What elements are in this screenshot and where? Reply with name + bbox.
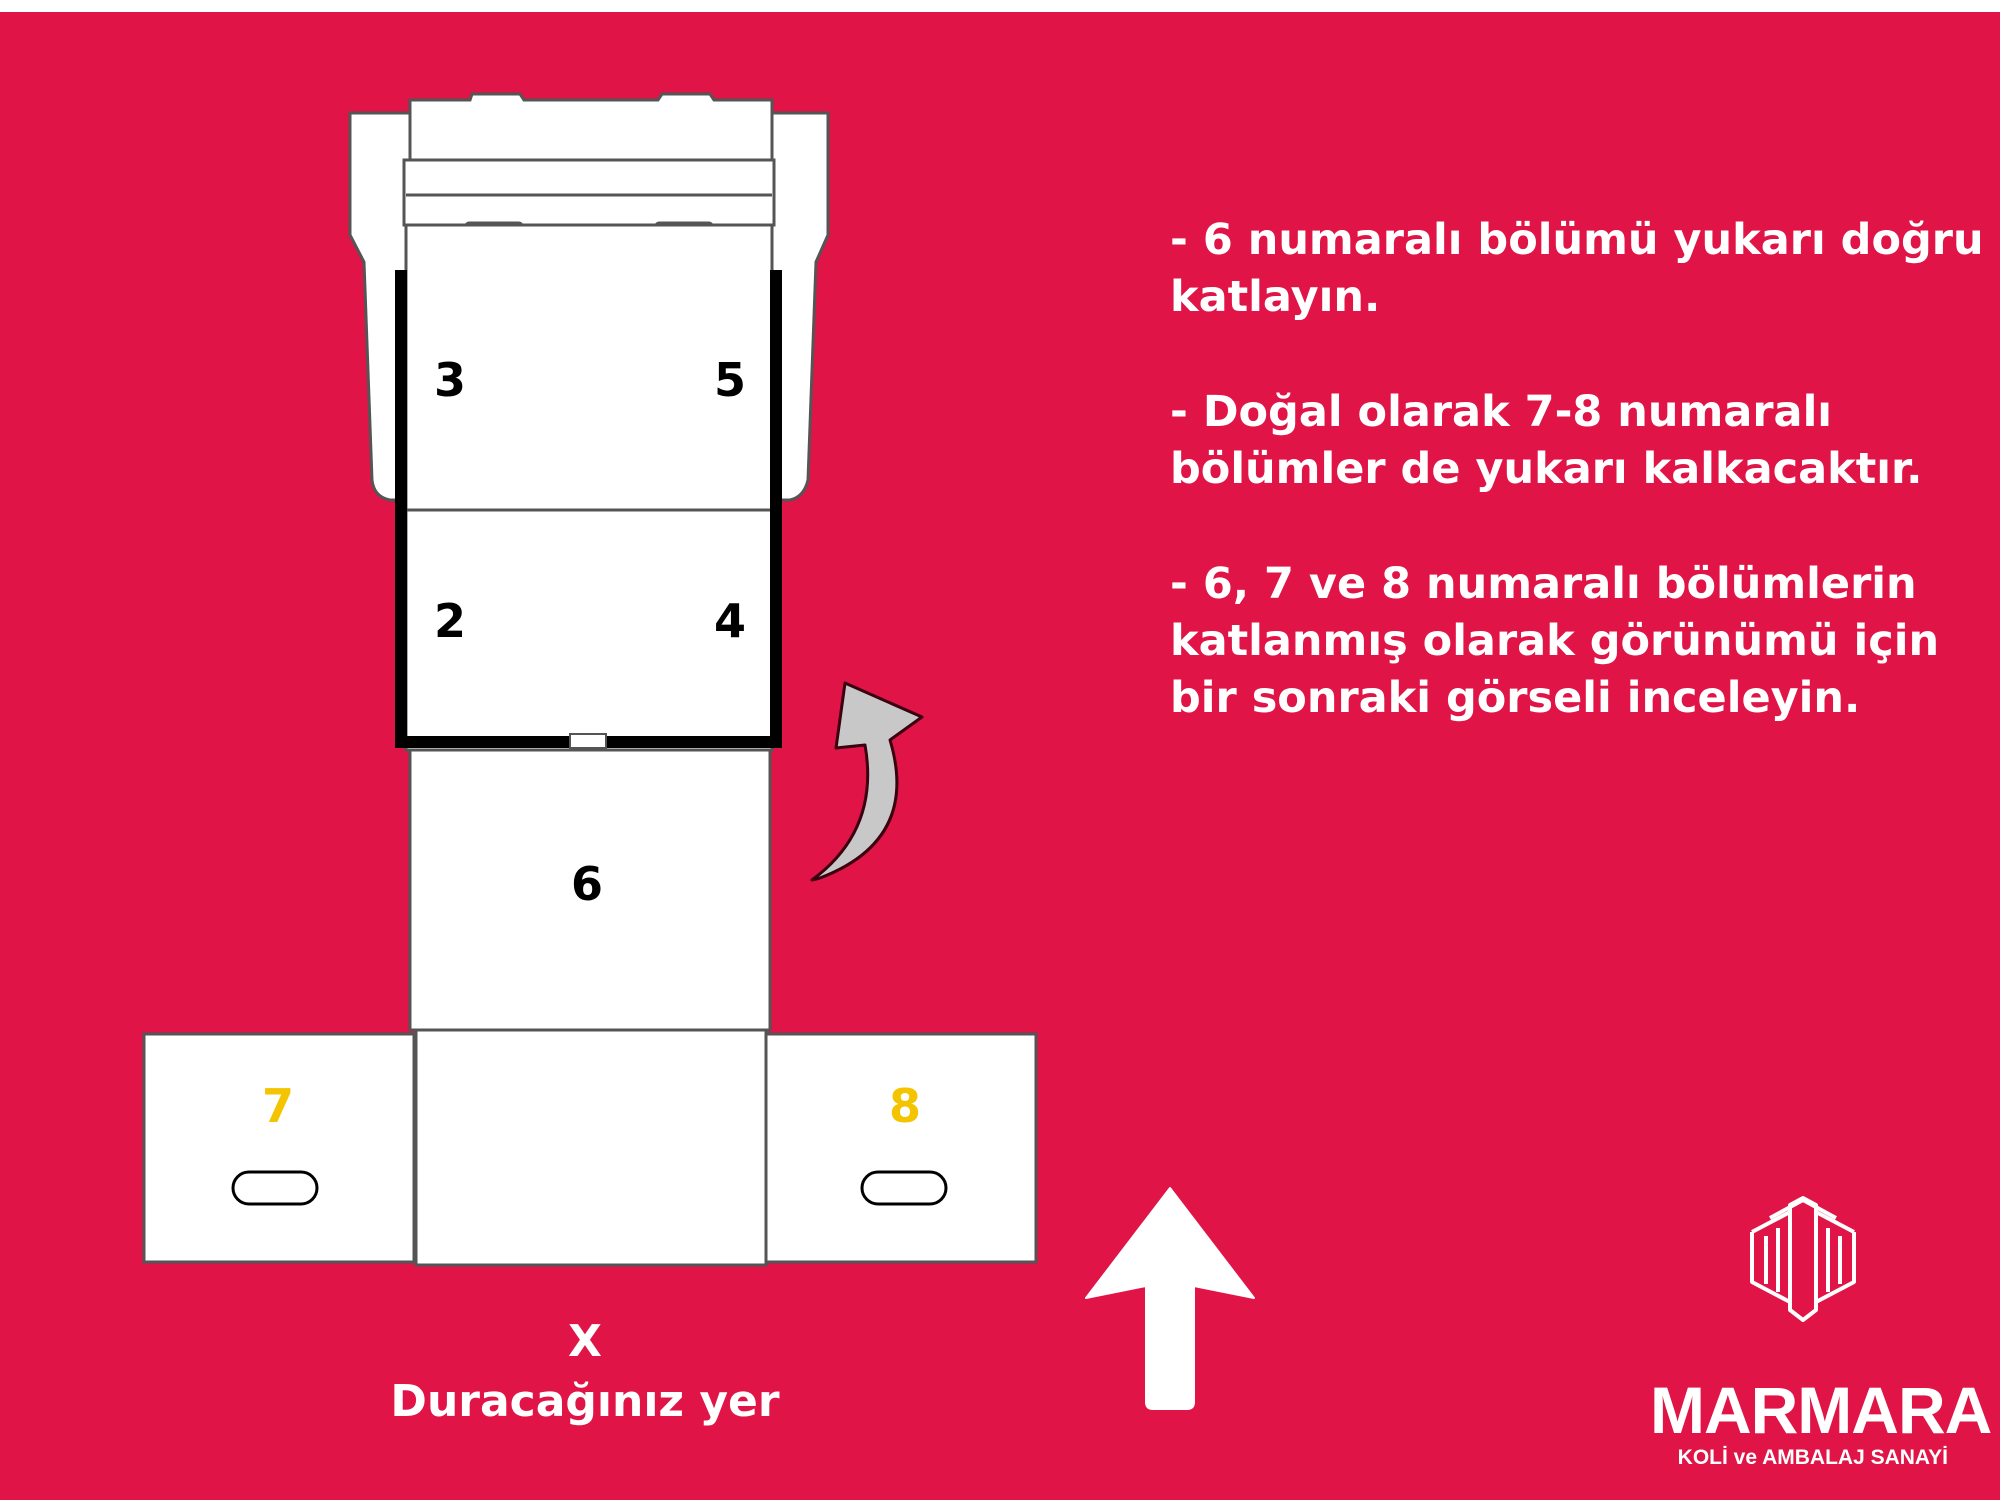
stand-position-label: Duracağınız yer xyxy=(390,1376,780,1427)
logo-center-tower xyxy=(1790,1198,1816,1320)
handle-hole-7 xyxy=(233,1172,317,1204)
up-arrow-icon xyxy=(1086,1188,1254,1409)
panel-number-3: 3 xyxy=(433,353,467,407)
marmara-logo-icon xyxy=(1752,1198,1854,1320)
instructions-block xyxy=(1170,212,1990,785)
panel-8 xyxy=(766,1034,1036,1262)
panel-base xyxy=(416,1030,766,1265)
panel-7 xyxy=(144,1034,414,1262)
handle-hole-8 xyxy=(862,1172,946,1204)
top-flap-lip xyxy=(404,160,774,225)
panel-number-2: 2 xyxy=(433,594,467,648)
bottom-panels xyxy=(144,1030,1036,1265)
edge-marker-right xyxy=(770,270,782,748)
panel-number-4: 4 xyxy=(713,594,747,648)
panel-number-7: 7 xyxy=(261,1079,295,1133)
brand-subtitle: KOLİ ve AMBALAJ SANAYİ xyxy=(1677,1446,1948,1469)
side-wall-panels xyxy=(406,225,772,750)
brand-block xyxy=(1650,1373,1992,1471)
instruction-step-1: - 6 numaralı bölümü yukarı doğru katlayın. xyxy=(1170,215,1984,322)
edge-marker-left xyxy=(395,270,407,748)
logo-left-inner xyxy=(1766,1228,1778,1292)
stand-position-mark: X xyxy=(568,1316,602,1367)
logo-left-wing xyxy=(1752,1212,1790,1302)
panel-number-5: 5 xyxy=(713,353,747,407)
panel-number-6: 6 xyxy=(570,857,604,911)
brand-name: MARMARA xyxy=(1650,1373,1992,1447)
curved-fold-arrow-icon xyxy=(812,683,922,880)
instruction-step-2: - Doğal olarak 7-8 numaralı bölümler de yukarı kalkacaktır. xyxy=(1170,387,1923,494)
center-notch xyxy=(570,734,606,748)
edge-marker-bottom-right xyxy=(606,736,782,748)
panel-number-8: 8 xyxy=(888,1079,922,1133)
logo-right-wing xyxy=(1816,1212,1854,1302)
top-flap xyxy=(410,94,772,160)
stand-position xyxy=(330,1312,840,1432)
logo-right-inner xyxy=(1828,1228,1840,1292)
instruction-step-3: - 6, 7 ve 8 numaralı bölümlerin katlanmış olarak görünümü için bir sonraki görseli inceleyin. xyxy=(1170,559,1940,723)
edge-marker-bottom-left xyxy=(395,736,570,748)
